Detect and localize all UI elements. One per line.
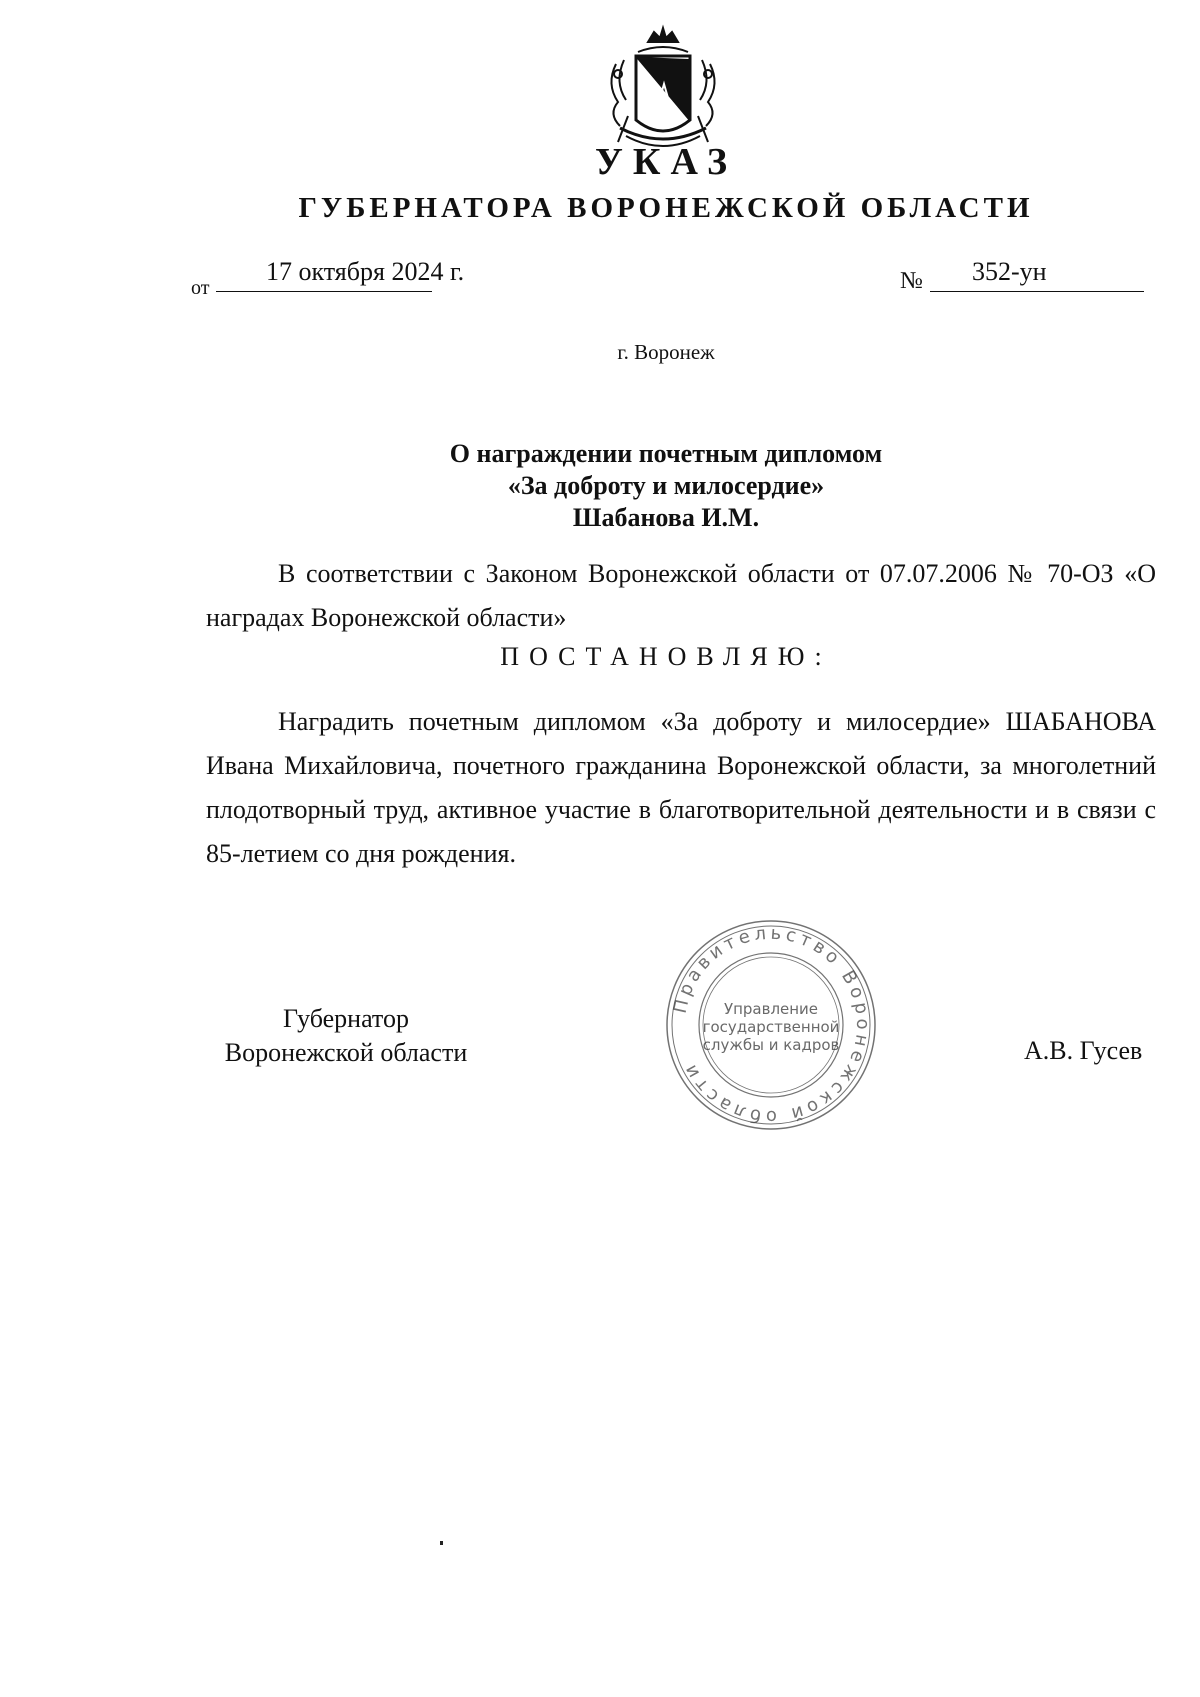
signatory-name: А.В. Гусев: [1024, 1036, 1143, 1065]
document-subtitle: ГУБЕРНАТОРА ВОРОНЕЖСКОЙ ОБЛАСТИ: [298, 192, 1034, 224]
document-number: 352-ун: [972, 257, 1047, 286]
subject-line-1: О награждении почетным дипломом: [449, 439, 883, 468]
stamp-inner-line-3: службы и кадров: [702, 1036, 840, 1054]
stamp-inner-line-2: государственной: [702, 1018, 840, 1036]
stamp-inner-line-1: Управление: [723, 1000, 819, 1018]
scan-speck: [440, 1541, 443, 1545]
official-stamp-icon: [660, 918, 882, 1132]
document-subject: [66, 438, 1200, 534]
number-label: №: [900, 268, 923, 294]
legal-basis-paragraph: В соответствии с Законом Воронежской области от 07.07.2006 № 70-ОЗ «О наградах Воронежской области»: [206, 559, 1156, 632]
document-city: г. Воронеж: [617, 340, 715, 364]
signatory-post-line-1: Губернатор: [283, 1004, 409, 1033]
signatory-post: [206, 1002, 486, 1070]
subject-line-2: «За доброту и милосердие»: [507, 471, 825, 500]
document-title: УКАЗ: [595, 141, 737, 183]
number-underline: [930, 291, 1144, 292]
signatory-post-line-2: Воронежской области: [224, 1038, 468, 1067]
date-underline: [216, 291, 432, 292]
stamp-outer-text: Правительство Воронежской области: [669, 922, 874, 1128]
document-date: 17 октября 2024 г.: [266, 257, 465, 286]
subject-line-3: Шабанова И.М.: [572, 503, 760, 532]
date-label: от: [191, 277, 210, 299]
decree-word: ПОСТАНОВЛЯЮ:: [500, 642, 832, 671]
decision-paragraph: Наградить почетным дипломом «За доброту и милосердие» ШАБАНОВА Ивана Михайловича, почетного гражданина Воронежской области, за многолетний плодотворный труд, активное участие в благотворительной деятельности и в связи с 85-летием со дня рождения.: [206, 707, 1156, 868]
